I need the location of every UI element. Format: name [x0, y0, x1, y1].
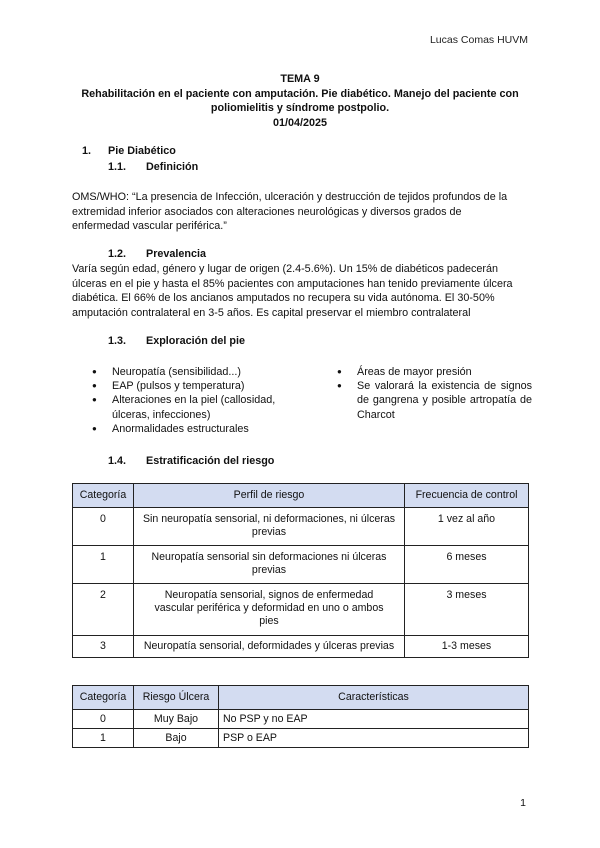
title-line: Rehabilitación en el paciente con amputación. Pie diabético. Manejo del paciente con	[81, 87, 519, 100]
ulcer-risk-table	[72, 685, 529, 748]
table-cell: 1	[73, 729, 134, 748]
table-cell: 3	[73, 636, 134, 658]
table-cell: PSP o EAP	[219, 729, 529, 748]
subsection-heading-exploracion	[108, 335, 245, 347]
list-item: ● Se valorará la existencia de signos de gangrena y posible artropatía de Charcot	[337, 379, 532, 422]
subsection-title: Estratificación del riesgo	[146, 455, 275, 467]
table-row	[73, 546, 529, 584]
exploration-list-right	[337, 365, 532, 422]
table-row	[73, 584, 529, 636]
title-topic: TEMA 9	[280, 73, 320, 85]
table-cell: 1-3 meses	[405, 636, 529, 658]
table-cell: 3 meses	[405, 584, 529, 636]
definition-paragraph	[72, 190, 527, 234]
prevalence-paragraph	[72, 262, 527, 320]
subsection-number: 1.4.	[108, 455, 127, 467]
page-number: 1	[520, 797, 526, 809]
table-cell: 6 meses	[405, 546, 529, 584]
list-item: ● Alteraciones en la piel (callosidad, úlceras, infecciones)	[92, 393, 307, 421]
section-number: 1.	[82, 145, 92, 157]
table-cell: 1 vez al año	[405, 508, 529, 546]
table-cell: Muy Bajo	[134, 710, 219, 729]
table-cell: No PSP y no EAP	[219, 710, 529, 729]
table-cell: Neuropatía sensorial sin deformaciones ni úlceras previas	[134, 546, 405, 584]
column-header: Frecuencia de control	[405, 484, 529, 508]
table-cell: Sin neuropatía sensorial, ni deformaciones, ni úlceras previas	[134, 508, 405, 546]
table-cell: 0	[73, 508, 134, 546]
subsection-number: 1.1.	[108, 161, 127, 173]
table-row	[73, 508, 529, 546]
column-header: Perfil de riesgo	[134, 484, 405, 508]
list-item: ● Anormalidades estructurales	[92, 422, 307, 436]
paragraph-line: enfermedad vascular periférica.”	[72, 220, 227, 233]
list-item: ● EAP (pulsos y temperatura)	[92, 379, 307, 393]
table-cell: 2	[73, 584, 134, 636]
paragraph-line: OMS/WHO: “La presencia de Infección, ulceración y destrucción de tejidos profundos de la	[72, 191, 508, 203]
table-row	[73, 729, 529, 748]
paragraph-line: diabética. El 66% de los ancianos amputados no recupera su vida autónoma. El 30-50%	[72, 292, 495, 305]
subsection-heading-definicion	[108, 161, 198, 173]
paragraph-line: extremidad inferior asociados con alteraciones neurológicas y diversos grados de	[72, 205, 462, 218]
paragraph-line: amputación contralateral en 3-5 años. Es capital preservar el miembro contralateral	[72, 306, 471, 319]
subsection-title: Prevalencia	[146, 248, 207, 260]
paragraph-line: úlceras en el pie y hasta el 85% pacientes con amputaciones han tenido previamente úlcera	[72, 277, 513, 290]
list-item: ● Neuropatía (sensibilidad...)	[92, 365, 307, 379]
section-title: Pie Diabético	[108, 145, 176, 157]
list-item: ● Áreas de mayor presión	[337, 365, 532, 379]
table-cell: 1	[73, 546, 134, 584]
subsection-heading-prevalencia	[108, 248, 206, 260]
column-header: Características	[219, 686, 529, 710]
table-row	[73, 636, 529, 658]
title-date: 01/04/2025	[272, 116, 328, 129]
column-header: Categoría	[73, 484, 134, 508]
subsection-heading-estratificacion	[108, 455, 274, 467]
document-title	[60, 72, 540, 130]
table-cell: Neuropatía sensorial, deformidades y úlceras previas	[134, 636, 405, 658]
title-line: poliomielitis y síndrome postpolio.	[210, 102, 390, 114]
page-header-author: Lucas Comas HUVM	[429, 34, 528, 46]
table-cell: Bajo	[134, 729, 219, 748]
table-cell: 0	[73, 710, 134, 729]
risk-stratification-table	[72, 483, 529, 658]
column-header: Riesgo Úlcera	[134, 686, 219, 710]
exploration-list-left	[92, 365, 307, 436]
column-header: Categoría	[73, 686, 134, 710]
table-cell: Neuropatía sensorial, signos de enfermedad vascular periférica y deformidad en uno o ambos pies	[134, 584, 405, 636]
subsection-number: 1.3.	[108, 335, 127, 347]
paragraph-line: Varía según edad, género y lugar de origen (2.4-5.6%). Un 15% de diabéticos padecerán	[72, 263, 498, 275]
subsection-title: Definición	[146, 161, 199, 173]
section-heading	[82, 145, 176, 157]
subsection-title: Exploración del pie	[146, 335, 245, 347]
subsection-number: 1.2.	[108, 248, 127, 260]
table-row	[73, 710, 529, 729]
